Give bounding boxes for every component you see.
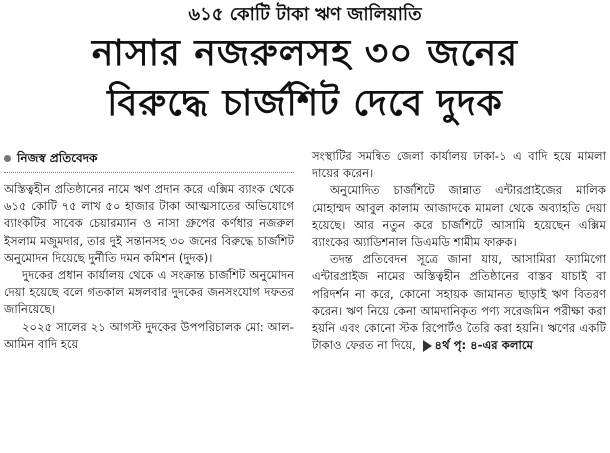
right-column <box>312 148 606 354</box>
article-kicker: ৬১৫ কোটি টাকা ঋণ জালিয়াতি <box>188 4 422 25</box>
left-column <box>4 150 294 353</box>
paragraph: অস্তিত্বহীন প্রতিষ্ঠানের নামে ঋণ প্রদান করে এক্সিম ব্যাংক থেকে ৬১৫ কোটি ৭৫ লাখ ৫০ হাজার টাকা আত্মসাতের অভিযোগে ব্যাংকটির সাবেক চেয়ারম্যান ও নাসা গ্রুপের কর্ণধার নজরুল ইসলাম মজুমদার, তার দুই সন্তানসহ ৩০ জনের বিরুদ্ধে চার্জশিট অনুমোদন দিয়েছে দুর্নীতি দমন কমিশন (দুদক)। <box>4 182 294 265</box>
paragraph: অনুমোদিত চার্জশিটে জান্নাত এন্টারপ্রাইজের মালিক মোহাম্মদ আবুল কালাম আজাদকে মামলা থেকে অব্যাহতি দেয়া হয়েছে। আর নতুন করে চার্জশিটে আসামি হয়েছেন এক্সিম ব্যাংকের অ্যাডিশনাল ডিএমডি শামীম ফারুক। <box>312 183 606 250</box>
byline <box>4 150 294 173</box>
paragraph: সংস্থাটির সমন্বিত জেলা কার্যালয় ঢাকা-১ এ বাদি হয়ে মামলা দায়ের করেন। <box>312 149 606 181</box>
continuation-text: ৪র্থ পৃ: ৪-এর কলামে <box>434 338 533 353</box>
headline-line-1: নাসার নজরুলসহ ৩০ জনের <box>91 33 519 74</box>
paragraph-text: তদন্ত প্রতিবেদন সূত্রে জানা যায়, আসামিরা ফ্যামিগো এন্টারপ্রাইজ নামের অস্তিত্বহীন প্রতিষ্ঠানের বাস্তব যাচাই বা পরিদর্শন না করে, কোনো সহায়ক জামানত ছাড়াই ঋণ বিতরণ করেন। ঋণ নিয়ে কেনা আমদানিকৃত পণ্য সরেজমিন পরীক্ষা করা হয়নি এবং কোনো স্টক রিপোর্টও তৈরি করা হয়নি। ঋণের একটি টাকাও ফেরত না দিয়ে, <box>312 252 606 353</box>
headline-line-2: বিরুদ্ধে চার্জশিট দেবে দুদক <box>107 83 503 124</box>
paragraph: ২০২৫ সালের ২১ আগস্ট দুদকের উপপরিচালক মো: আল-আমিন বাদি হয়ে <box>4 319 294 351</box>
paragraph: দুদকের প্রধান কার্যালয় থেকে এ সংক্রান্ত চার্জশিট অনুমোদন দেয়া হয়েছে বলে গতকাল মঙ্গলবার দুদকের জনসংযোগ দফতর জানিয়েছে। <box>4 268 294 317</box>
bullet-icon <box>4 155 11 162</box>
byline-text: নিজস্ব প্রতিবেদক <box>17 151 98 165</box>
paragraph <box>312 251 606 354</box>
arrow-right-icon <box>423 340 432 352</box>
continuation-link[interactable] <box>420 338 533 352</box>
